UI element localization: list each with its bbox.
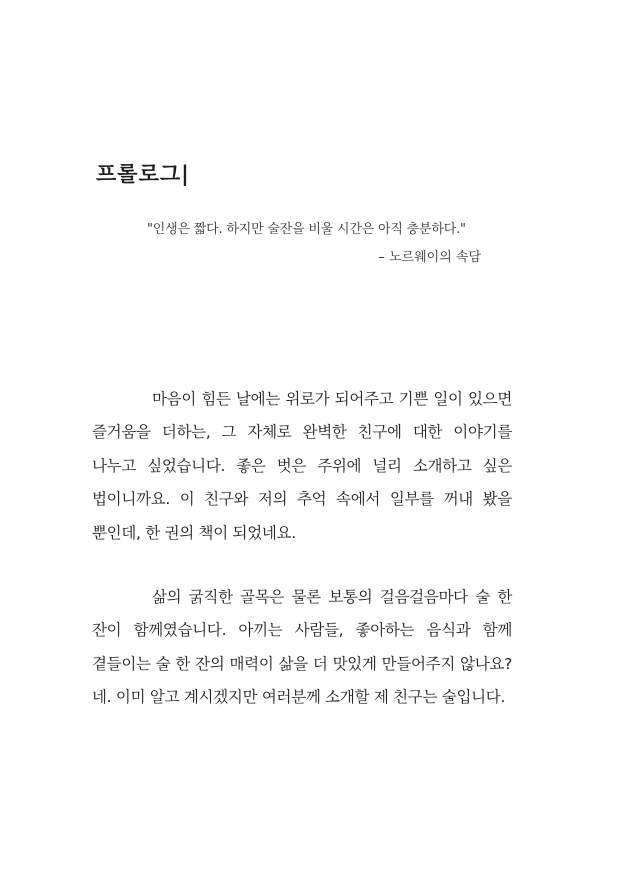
body-paragraph-2: 삶의 굵직한 골목은 물론 보통의 걸음걸음마다 술 한 잔이 함께였습니다. 아끼는 사람들, 좋아하는 음식과 함께 곁들이는 술 한 잔의 매력이 삶을 더 맛있게 만들어주지 않나요? 네. 이미 알고 계시겠지만 여러분께 소개할 제 친구는 술입니다.	[92, 587, 512, 706]
epigraph-source: – 노르웨이의 속담	[378, 250, 481, 265]
chapter-title: 프롤로그|	[96, 162, 190, 186]
epigraph-quote: "인생은 짧다. 하지만 술잔을 비울 시간은 아직 충분하다."	[147, 222, 466, 237]
body-paragraph-1: 마음이 힘든 날에는 위로가 되어주고 기쁜 일이 있으면 즐거움을 더하는, 그 자체로 완벽한 친구에 대한 이야기를 나누고 싶었습니다. 좋은 벗은 주위에 널리 소개하고 싶은 법이니까요. 이 친구와 저의 추억 속에서 일부를 꺼내 봤을 뿐인데, 한 권의 책이 되었네요.	[92, 389, 512, 542]
